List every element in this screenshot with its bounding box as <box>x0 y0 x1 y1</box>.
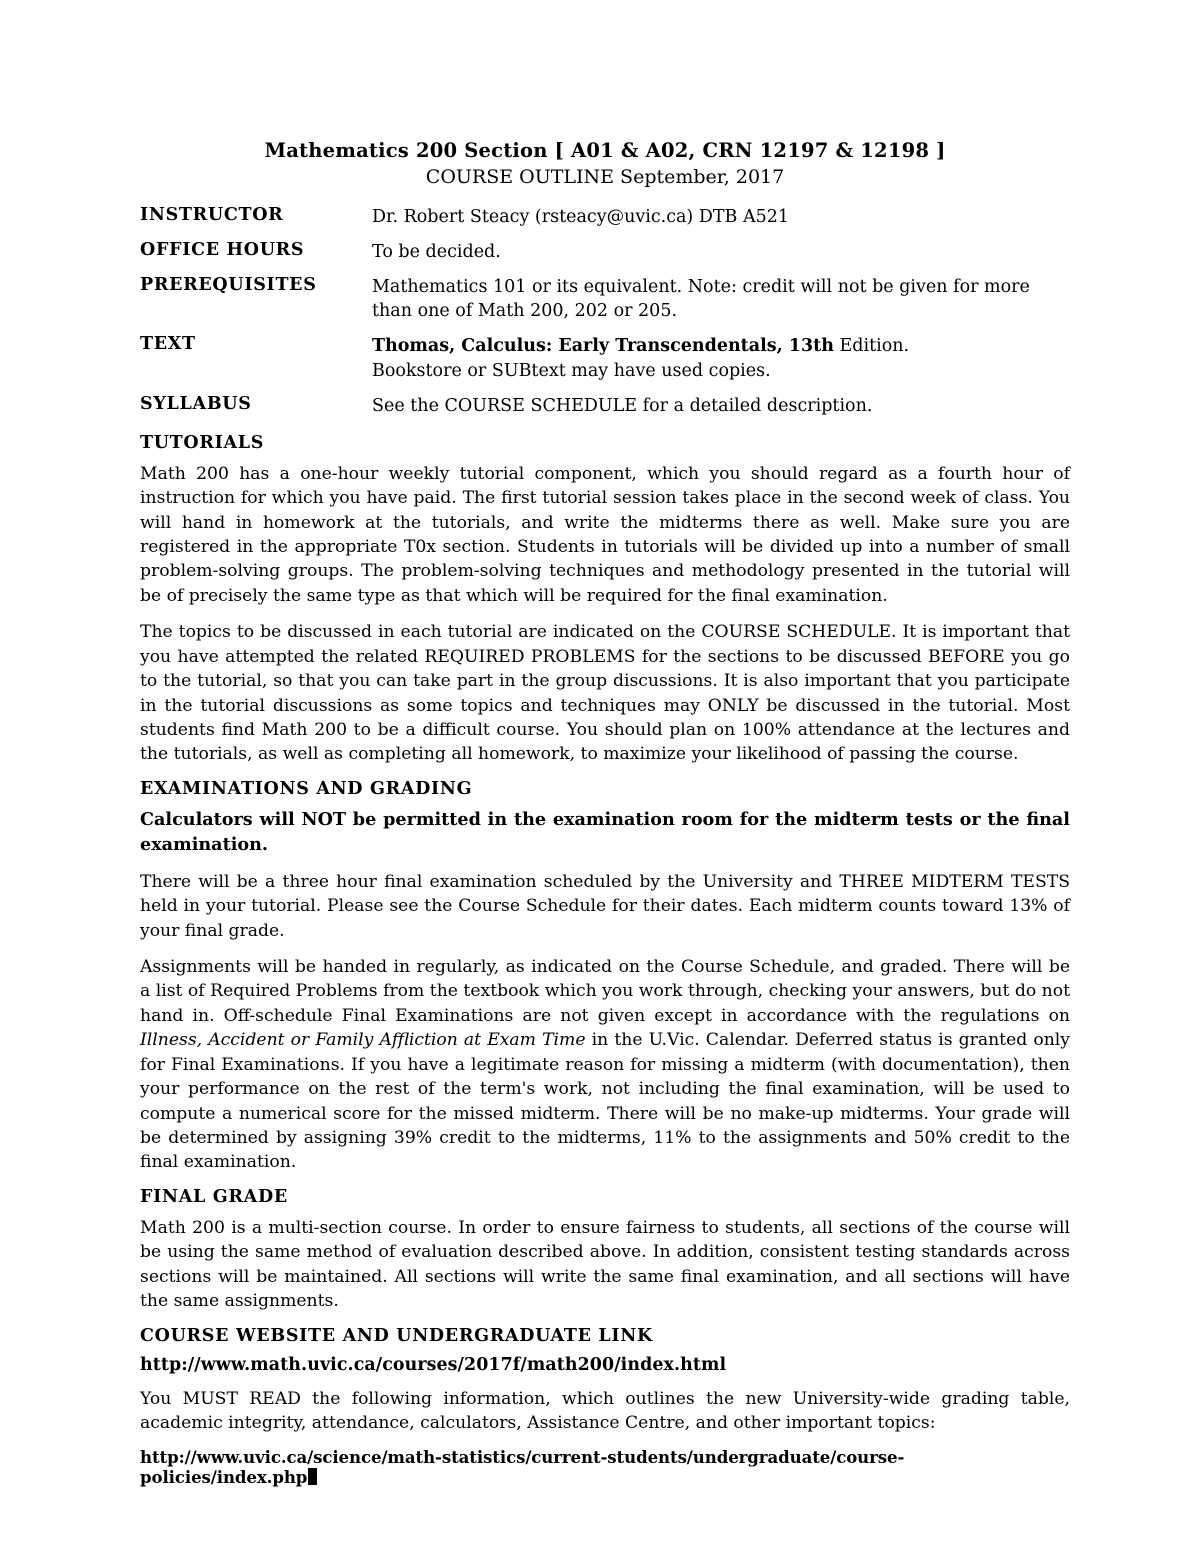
tutorials-paragraph-2: The topics to be discussed in each tutorial are indicated on the COURSE SCHEDULE. It is important that you have attempted the related REQUIRED PROBLEMS for the sections to be discussed BEFORE you go to the tutorial, so that you can take part in the group discussions. It is also important that you participate in the tutorial discussions as some topics and techniques may ONLY be discussed in the tutorial. Most students find Math 200 to be a difficult course. You should plan on 100% attendance at the lectures and the tutorials, as well as completing all homework, to maximize your likelihood of passing the course. <box>140 622 1070 765</box>
info-value-prerequisites: Mathematics 101 or its equivalent. Note: credit will not be given for more than one of Math 200, 202 or 205. <box>372 277 1030 322</box>
info-label-prerequisites: PREREQUISITES <box>140 275 317 296</box>
info-label-text: TEXT <box>140 334 196 355</box>
section-heading-examinations: EXAMINATIONS AND GRADING <box>140 778 473 799</box>
document-title: Mathematics 200 Section [ A01 & A02, CRN 12197 & 12198 ] <box>264 139 946 162</box>
document-subtitle: COURSE OUTLINE September, 2017 <box>425 165 785 188</box>
table-row <box>140 240 1070 275</box>
info-label-office-hours: OFFICE HOURS <box>140 239 305 260</box>
section-heading-tutorials: TUTORIALS <box>140 432 265 453</box>
course-policies-link[interactable]: http://www.uvic.ca/science/math-statistics/current-students/undergraduate/course-policies/index.php <box>140 1447 905 1488</box>
website-paragraph-1: You MUST READ the following information, which outlines the new University-wide grading table, academic integrity, attendance, calculators, Assistance Centre, and other important topics: <box>140 1388 1070 1433</box>
info-value-office-hours: To be decided. <box>372 241 501 262</box>
info-value-text <box>372 334 1070 393</box>
info-label-syllabus: SYLLABUS <box>140 393 252 414</box>
text-book-note: Bookstore or SUBtext may have used copies. <box>372 360 771 381</box>
examinations-p2-part-a: Assignments will be handed in regularly, as indicated on the Course Schedule, and graded. There will be a list of Required Problems from the textbook which you work through, checking your answers, but do not hand in. Off-schedule Final Examinations are not given except in accordance with the regulations on <box>140 957 1070 1026</box>
tutorials-paragraph-1: Math 200 has a one-hour weekly tutorial component, which you should regard as a fourth hour of instruction for which you have paid. The first tutorial session takes place in the second week of class. You will hand in homework at the tutorials, and write the midterms there as well. Make sure you are registered in the appropriate T0x section. Students in tutorials will be divided up into a number of small problem-solving groups. The problem-solving techniques and methodology presented in the tutorial will be of precisely the same type as that which will be required for the final examination. <box>140 463 1070 606</box>
section-heading-final-grade: FINAL GRADE <box>140 1186 288 1207</box>
text-book-title: Thomas, Calculus: Early Transcendentals, 13th <box>372 336 834 357</box>
final-grade-paragraph-1: Math 200 is a multi-section course. In order to ensure fairness to students, all sections of the course will be using the same method of evaluation described above. In addition, consistent testing standards across sections will be maintained. All sections will write the same final examination, and all sections will have the same assignments. <box>140 1217 1070 1312</box>
examinations-p2-italic: Illness, Accident or Family Affliction at Exam Time <box>140 1030 586 1051</box>
course-website-link[interactable]: http://www.math.uvic.ca/courses/2017f/math200/index.html <box>140 1354 727 1375</box>
examinations-paragraph-2 <box>140 955 1070 1175</box>
info-value-instructor: Dr. Robert Steacy (rsteacy@uvic.ca) DTB A521 <box>372 206 789 227</box>
table-row <box>140 275 1070 334</box>
course-info-table <box>140 205 1070 429</box>
info-label-instructor: INSTRUCTOR <box>140 204 284 225</box>
table-row <box>140 205 1070 240</box>
table-row <box>140 334 1070 393</box>
examinations-calculator-notice: Calculators will NOT be permitted in the examination room for the midterm tests or the final examination. <box>140 808 1070 855</box>
course-policies-link-wrapper[interactable] <box>140 1447 1070 1487</box>
info-value-syllabus: See the COURSE SCHEDULE for a detailed description. <box>372 395 873 416</box>
table-row <box>140 394 1070 429</box>
examinations-paragraph-1: There will be a three hour final examination scheduled by the University and THREE MIDTERM TESTS held in your tutorial. Please see the Course Schedule for their dates. Each midterm counts toward 13% of your final grade. <box>140 871 1070 941</box>
text-book-edition: Edition. <box>833 336 910 357</box>
document-content <box>140 138 1070 1499</box>
section-heading-website: COURSE WEBSITE AND UNDERGRADUATE LINK <box>140 1325 653 1346</box>
text-cursor <box>308 1468 317 1485</box>
examinations-p2-part-b: in the U.Vic. Calendar. Deferred status is granted only for Final Examinations. If you have a legitimate reason for missing a midterm (with documentation), then your performance on the rest of the term's work, not including the final examination, will be used to compute a numerical score for the missed midterm. There will be no make-up midterms. Your grade will be determined by assigning 39% credit to the midterms, 11% to the assignments and 50% credit to the final examination. <box>140 1030 1070 1173</box>
